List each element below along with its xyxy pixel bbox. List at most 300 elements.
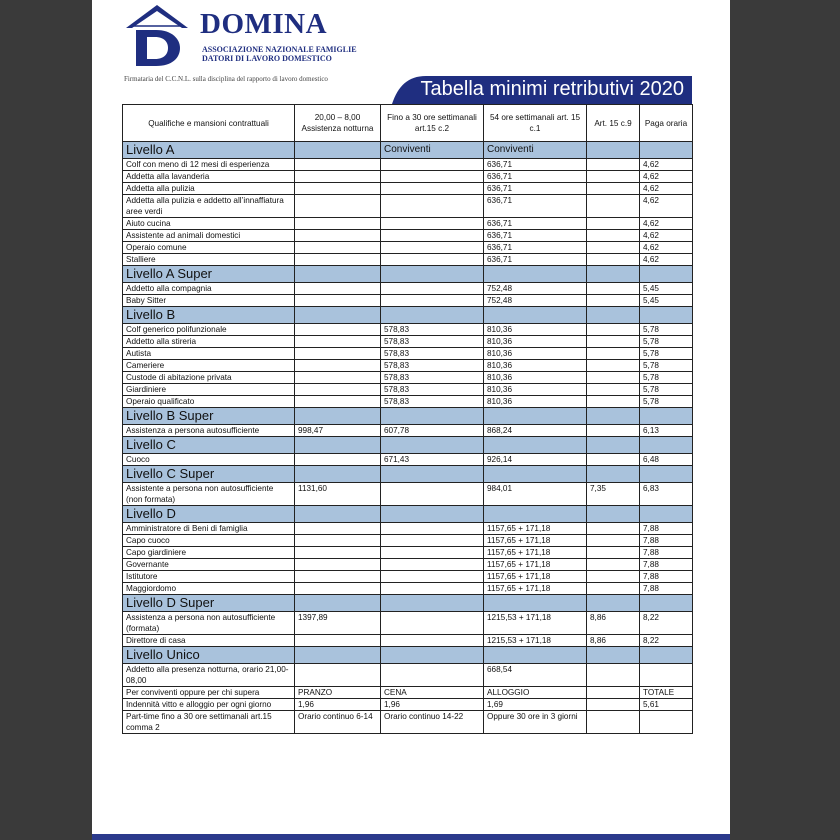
- qualifica-cell: Colf con meno di 12 mesi di esperienza: [123, 159, 295, 171]
- level-cell: [295, 466, 381, 483]
- qualifica-cell: Maggiordomo: [123, 583, 295, 595]
- level-label: Livello C: [123, 437, 295, 454]
- salary-table: [122, 104, 693, 734]
- header-art-15-c9: Art. 15 c.9: [587, 105, 640, 142]
- value-cell: [381, 254, 484, 266]
- value-cell: [381, 664, 484, 687]
- table-row: [123, 547, 693, 559]
- table-row: [123, 687, 693, 699]
- value-cell: [587, 336, 640, 348]
- value-cell: 1,96: [381, 699, 484, 711]
- value-cell: 4,62: [640, 195, 693, 218]
- table-row: [123, 483, 693, 506]
- table-row: [123, 699, 693, 711]
- value-cell: 578,83: [381, 336, 484, 348]
- value-cell: [381, 242, 484, 254]
- level-cell: [587, 142, 640, 159]
- qualifica-cell: Per conviventi oppure per chi supera: [123, 687, 295, 699]
- qualifica-cell: Aiuto cucina: [123, 218, 295, 230]
- value-cell: [295, 254, 381, 266]
- value-cell: [587, 454, 640, 466]
- value-cell: [381, 171, 484, 183]
- level-label: Livello B: [123, 307, 295, 324]
- table-row: [123, 171, 693, 183]
- level-cell: [587, 595, 640, 612]
- value-cell: [295, 360, 381, 372]
- level-cell: [587, 307, 640, 324]
- table-row: [123, 396, 693, 408]
- value-cell: [295, 195, 381, 218]
- value-cell: [587, 348, 640, 360]
- table-row: [123, 454, 693, 466]
- value-cell: [381, 218, 484, 230]
- table-row: [123, 295, 693, 307]
- value-cell: [295, 283, 381, 295]
- qualifica-cell: Custode di abitazione privata: [123, 372, 295, 384]
- qualifica-cell: Assistente ad animali domestici: [123, 230, 295, 242]
- qualifica-cell: Addetto alla presenza notturna, orario 21,00-08,00: [123, 664, 295, 687]
- level-cell: [295, 437, 381, 454]
- value-cell: 636,71: [484, 242, 587, 254]
- level-label: Livello B Super: [123, 408, 295, 425]
- value-cell: PRANZO: [295, 687, 381, 699]
- header-54-ore: 54 ore settimanali art. 15 c.1: [484, 105, 587, 142]
- value-cell: 4,62: [640, 242, 693, 254]
- ccnl-subtitle: Firmataria del C.C.N.L. sulla disciplina del rapporto di lavoro domestico: [124, 75, 328, 83]
- value-cell: 7,88: [640, 559, 693, 571]
- level-cell: [295, 307, 381, 324]
- table-row: [123, 571, 693, 583]
- value-cell: [295, 523, 381, 535]
- value-cell: 1157,65 + 171,18: [484, 559, 587, 571]
- table-row: [123, 159, 693, 171]
- level-cell: [640, 437, 693, 454]
- value-cell: 7,88: [640, 535, 693, 547]
- domina-logo: [122, 2, 452, 72]
- value-cell: 636,71: [484, 183, 587, 195]
- table-row: [123, 218, 693, 230]
- value-cell: 7,35: [587, 483, 640, 506]
- level-cell: [587, 266, 640, 283]
- value-cell: [381, 559, 484, 571]
- value-cell: [587, 396, 640, 408]
- value-cell: 578,83: [381, 324, 484, 336]
- level-cell: [381, 595, 484, 612]
- value-cell: 1215,53 + 171,18: [484, 612, 587, 635]
- value-cell: 810,36: [484, 396, 587, 408]
- brand-subtitle-line1: ASSOCIAZIONE NAZIONALE FAMIGLIE: [202, 45, 357, 54]
- level-cell: [640, 595, 693, 612]
- qualifica-cell: Giardiniere: [123, 384, 295, 396]
- level-row: [123, 506, 693, 523]
- value-cell: 1157,65 + 171,18: [484, 571, 587, 583]
- qualifica-cell: Addetto alla compagnia: [123, 283, 295, 295]
- value-cell: 5,78: [640, 324, 693, 336]
- value-cell: [587, 699, 640, 711]
- value-cell: 578,83: [381, 372, 484, 384]
- level-cell: [640, 466, 693, 483]
- value-cell: 636,71: [484, 195, 587, 218]
- value-cell: [295, 635, 381, 647]
- value-cell: 1157,65 + 171,18: [484, 583, 587, 595]
- value-cell: [295, 664, 381, 687]
- bottom-band: [92, 834, 730, 840]
- value-cell: [381, 195, 484, 218]
- value-cell: 1,96: [295, 699, 381, 711]
- value-cell: [295, 583, 381, 595]
- value-cell: [587, 571, 640, 583]
- value-cell: [587, 559, 640, 571]
- value-cell: 636,71: [484, 230, 587, 242]
- value-cell: [381, 230, 484, 242]
- value-cell: 984,01: [484, 483, 587, 506]
- table-row: [123, 348, 693, 360]
- value-cell: 636,71: [484, 218, 587, 230]
- value-cell: [381, 583, 484, 595]
- value-cell: [587, 535, 640, 547]
- value-cell: 1,69: [484, 699, 587, 711]
- level-cell: [587, 437, 640, 454]
- value-cell: [295, 571, 381, 583]
- table-row: [123, 635, 693, 647]
- header-assistenza-notturna: 20,00 – 8,00 Assistenza notturna: [295, 105, 381, 142]
- value-cell: [587, 547, 640, 559]
- level-cell: [484, 647, 587, 664]
- level-cell: [484, 266, 587, 283]
- value-cell: 5,78: [640, 336, 693, 348]
- house-d-logo-icon: [122, 2, 192, 68]
- value-cell: 752,48: [484, 283, 587, 295]
- qualifica-cell: Stalliere: [123, 254, 295, 266]
- value-cell: [381, 295, 484, 307]
- value-cell: [381, 483, 484, 506]
- level-cell: [381, 466, 484, 483]
- table-row: [123, 183, 693, 195]
- value-cell: 1157,65 + 171,18: [484, 523, 587, 535]
- level-cell: [381, 647, 484, 664]
- value-cell: 5,61: [640, 699, 693, 711]
- level-cell: [295, 595, 381, 612]
- value-cell: 752,48: [484, 295, 587, 307]
- value-cell: 578,83: [381, 360, 484, 372]
- table-row: [123, 664, 693, 687]
- qualifica-cell: Cameriere: [123, 360, 295, 372]
- value-cell: [381, 635, 484, 647]
- qualifica-cell: Governante: [123, 559, 295, 571]
- value-cell: 636,71: [484, 254, 587, 266]
- value-cell: 868,24: [484, 425, 587, 437]
- value-cell: [295, 230, 381, 242]
- document-page: [92, 0, 730, 840]
- table-row: [123, 372, 693, 384]
- table-row: [123, 583, 693, 595]
- value-cell: 607,78: [381, 425, 484, 437]
- value-cell: [295, 547, 381, 559]
- level-cell: Conviventi: [484, 142, 587, 159]
- value-cell: [295, 454, 381, 466]
- value-cell: 7,88: [640, 523, 693, 535]
- qualifica-cell: Addetta alla lavanderia: [123, 171, 295, 183]
- value-cell: [587, 254, 640, 266]
- level-row: [123, 142, 693, 159]
- value-cell: 7,88: [640, 583, 693, 595]
- value-cell: 810,36: [484, 360, 587, 372]
- table-row: [123, 195, 693, 218]
- qualifica-cell: Autista: [123, 348, 295, 360]
- value-cell: [587, 218, 640, 230]
- value-cell: 5,45: [640, 295, 693, 307]
- level-cell: [587, 647, 640, 664]
- value-cell: [295, 159, 381, 171]
- value-cell: 7,88: [640, 571, 693, 583]
- qualifica-cell: Addetto alla stireria: [123, 336, 295, 348]
- value-cell: 6,48: [640, 454, 693, 466]
- value-cell: [587, 183, 640, 195]
- value-cell: [640, 664, 693, 687]
- value-cell: 4,62: [640, 171, 693, 183]
- table-row: [123, 283, 693, 295]
- value-cell: 578,83: [381, 384, 484, 396]
- value-cell: [587, 711, 640, 734]
- level-cell: [295, 506, 381, 523]
- value-cell: [295, 295, 381, 307]
- value-cell: 926,14: [484, 454, 587, 466]
- value-cell: TOTALE: [640, 687, 693, 699]
- level-cell: [640, 408, 693, 425]
- level-row: [123, 595, 693, 612]
- qualifica-cell: Direttore di casa: [123, 635, 295, 647]
- value-cell: 6,83: [640, 483, 693, 506]
- qualifica-cell: Part-time fino a 30 ore settimanali art.15 comma 2: [123, 711, 295, 734]
- header-paga-oraria: Paga oraria: [640, 105, 693, 142]
- value-cell: [295, 218, 381, 230]
- value-cell: 5,78: [640, 372, 693, 384]
- value-cell: 5,78: [640, 384, 693, 396]
- table-row: [123, 523, 693, 535]
- value-cell: 671,43: [381, 454, 484, 466]
- level-cell: [295, 408, 381, 425]
- level-label: Livello C Super: [123, 466, 295, 483]
- level-cell: [295, 647, 381, 664]
- level-row: [123, 408, 693, 425]
- value-cell: 810,36: [484, 348, 587, 360]
- qualifica-cell: Assistenza a persona autosufficiente: [123, 425, 295, 437]
- value-cell: 5,78: [640, 348, 693, 360]
- level-label: Livello D Super: [123, 595, 295, 612]
- value-cell: 1157,65 + 171,18: [484, 535, 587, 547]
- value-cell: [295, 396, 381, 408]
- value-cell: 4,62: [640, 218, 693, 230]
- qualifica-cell: Capo cuoco: [123, 535, 295, 547]
- level-cell: [295, 142, 381, 159]
- level-cell: [640, 506, 693, 523]
- value-cell: [295, 372, 381, 384]
- value-cell: [587, 195, 640, 218]
- value-cell: [295, 559, 381, 571]
- value-cell: [587, 283, 640, 295]
- page-title: Tabella minimi retributivi 2020: [420, 78, 684, 100]
- qualifica-cell: Assistenza a persona non autosufficiente (formata): [123, 612, 295, 635]
- table-row: [123, 384, 693, 396]
- table-row: [123, 336, 693, 348]
- value-cell: 810,36: [484, 324, 587, 336]
- value-cell: [381, 612, 484, 635]
- level-cell: [381, 506, 484, 523]
- brand-name: DOMINA: [200, 8, 328, 40]
- value-cell: 578,83: [381, 348, 484, 360]
- table-row: [123, 242, 693, 254]
- table-header-row: [123, 105, 693, 142]
- table-row: [123, 711, 693, 734]
- value-cell: 1157,65 + 171,18: [484, 547, 587, 559]
- level-cell: [484, 466, 587, 483]
- value-cell: [587, 171, 640, 183]
- level-row: [123, 466, 693, 483]
- level-label: Livello Unico: [123, 647, 295, 664]
- title-banner: [392, 76, 692, 104]
- qualifica-cell: Amministratore di Beni di famiglia: [123, 523, 295, 535]
- level-cell: [484, 595, 587, 612]
- level-cell: [640, 647, 693, 664]
- value-cell: [381, 183, 484, 195]
- table-row: [123, 425, 693, 437]
- value-cell: 5,78: [640, 396, 693, 408]
- value-cell: [381, 571, 484, 583]
- qualifica-cell: Capo giardiniere: [123, 547, 295, 559]
- value-cell: [587, 523, 640, 535]
- qualifica-cell: Istitutore: [123, 571, 295, 583]
- table-row: [123, 535, 693, 547]
- qualifica-cell: Addetta alla pulizia e addetto all’innaffiatura aree verdi: [123, 195, 295, 218]
- value-cell: [295, 171, 381, 183]
- level-cell: [640, 307, 693, 324]
- level-row: [123, 307, 693, 324]
- header-fino-30-ore: Fino a 30 ore settimanali art.15 c.2: [381, 105, 484, 142]
- value-cell: [587, 583, 640, 595]
- value-cell: [295, 348, 381, 360]
- level-label: Livello A Super: [123, 266, 295, 283]
- table-row: [123, 612, 693, 635]
- value-cell: 810,36: [484, 372, 587, 384]
- value-cell: 4,62: [640, 254, 693, 266]
- level-cell: [587, 466, 640, 483]
- table-row: [123, 360, 693, 372]
- value-cell: 4,62: [640, 183, 693, 195]
- level-row: [123, 266, 693, 283]
- value-cell: 5,45: [640, 283, 693, 295]
- value-cell: [587, 425, 640, 437]
- brand-subtitle-line2: DATORI DI LAVORO DOMESTICO: [202, 54, 332, 63]
- value-cell: [587, 384, 640, 396]
- level-cell: Conviventi: [381, 142, 484, 159]
- value-cell: 578,83: [381, 396, 484, 408]
- value-cell: 4,62: [640, 230, 693, 242]
- level-cell: [640, 142, 693, 159]
- value-cell: 8,22: [640, 635, 693, 647]
- level-label: Livello A: [123, 142, 295, 159]
- value-cell: [587, 360, 640, 372]
- value-cell: 636,71: [484, 159, 587, 171]
- table-row: [123, 324, 693, 336]
- value-cell: [295, 324, 381, 336]
- value-cell: [295, 242, 381, 254]
- value-cell: 8,86: [587, 612, 640, 635]
- table-row: [123, 230, 693, 242]
- level-cell: [381, 266, 484, 283]
- qualifica-cell: Cuoco: [123, 454, 295, 466]
- value-cell: Oppure 30 ore in 3 giorni: [484, 711, 587, 734]
- value-cell: [640, 711, 693, 734]
- level-cell: [484, 506, 587, 523]
- table-body: [123, 142, 693, 734]
- value-cell: [295, 183, 381, 195]
- qualifica-cell: Addetta alla pulizia: [123, 183, 295, 195]
- qualifica-cell: Indennità vitto e alloggio per ogni giorno: [123, 699, 295, 711]
- value-cell: ALLOGGIO: [484, 687, 587, 699]
- value-cell: [381, 283, 484, 295]
- level-cell: [381, 307, 484, 324]
- level-cell: [587, 408, 640, 425]
- value-cell: [587, 687, 640, 699]
- value-cell: [295, 535, 381, 547]
- level-cell: [587, 506, 640, 523]
- value-cell: 668,54: [484, 664, 587, 687]
- level-row: [123, 647, 693, 664]
- table-row: [123, 254, 693, 266]
- header-qualifiche: Qualifiche e mansioni contrattuali: [123, 105, 295, 142]
- value-cell: 8,22: [640, 612, 693, 635]
- value-cell: 6,13: [640, 425, 693, 437]
- value-cell: [587, 230, 640, 242]
- value-cell: [381, 547, 484, 559]
- value-cell: [381, 523, 484, 535]
- qualifica-cell: Operaio comune: [123, 242, 295, 254]
- value-cell: 8,86: [587, 635, 640, 647]
- level-cell: [484, 307, 587, 324]
- value-cell: [587, 242, 640, 254]
- value-cell: [295, 336, 381, 348]
- value-cell: 998,47: [295, 425, 381, 437]
- qualifica-cell: Colf generico polifunzionale: [123, 324, 295, 336]
- level-cell: [484, 437, 587, 454]
- level-label: Livello D: [123, 506, 295, 523]
- level-row: [123, 437, 693, 454]
- value-cell: [587, 159, 640, 171]
- value-cell: 810,36: [484, 384, 587, 396]
- value-cell: [587, 324, 640, 336]
- value-cell: 7,88: [640, 547, 693, 559]
- value-cell: [587, 372, 640, 384]
- level-cell: [381, 408, 484, 425]
- value-cell: Orario continuo 6-14: [295, 711, 381, 734]
- value-cell: 1215,53 + 171,18: [484, 635, 587, 647]
- value-cell: 810,36: [484, 336, 587, 348]
- level-cell: [381, 437, 484, 454]
- value-cell: [295, 384, 381, 396]
- table-row: [123, 559, 693, 571]
- value-cell: 4,62: [640, 159, 693, 171]
- value-cell: 5,78: [640, 360, 693, 372]
- value-cell: [587, 295, 640, 307]
- value-cell: [381, 535, 484, 547]
- value-cell: 636,71: [484, 171, 587, 183]
- value-cell: [587, 664, 640, 687]
- value-cell: CENA: [381, 687, 484, 699]
- qualifica-cell: Assistente a persona non autosufficiente (non formata): [123, 483, 295, 506]
- qualifica-cell: Operaio qualificato: [123, 396, 295, 408]
- value-cell: 1397,89: [295, 612, 381, 635]
- value-cell: Orario continuo 14-22: [381, 711, 484, 734]
